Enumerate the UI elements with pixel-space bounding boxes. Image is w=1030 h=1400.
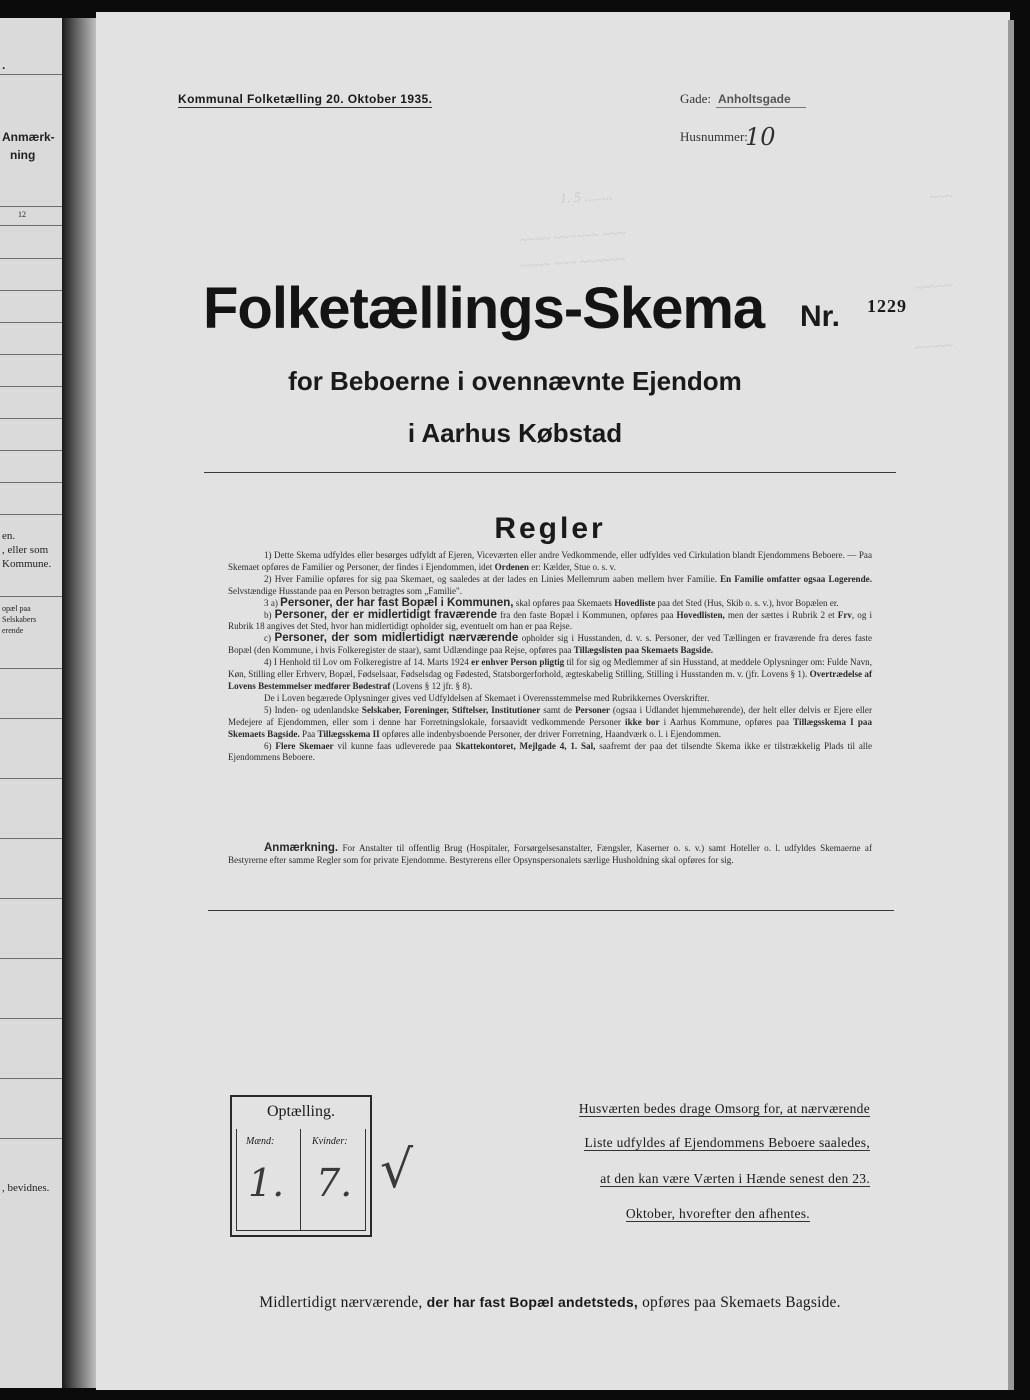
page-edge bbox=[1008, 20, 1014, 1390]
left-page-rule bbox=[0, 322, 62, 323]
women-count: 7. bbox=[316, 1161, 353, 1205]
left-page-rule bbox=[0, 225, 62, 226]
left-page-rule bbox=[0, 1018, 62, 1019]
bleed-through-handwriting: ~~~~ ~~~ ~~~~~~ bbox=[519, 252, 626, 275]
left-page-text: erende bbox=[2, 626, 24, 635]
left-page-text: opæl paa bbox=[2, 604, 31, 613]
men-count: 1. bbox=[248, 1161, 285, 1205]
left-page-rule bbox=[0, 1078, 62, 1079]
notice-line: at den kan være Værten i Hænde senest den 23. bbox=[600, 1171, 870, 1186]
left-page-rule bbox=[0, 778, 62, 779]
rule-3b: b) Personer, der er midlertidigt fraværende fra den faste Bopæl i Kommunen, opføres paa Hovedlisten, men der sættes i Rubrik 2 et Frv, og i Rubrik 18 angives det Sted, hvor han midlertidigt opholder sig, eventuelt om han er paa Rejse. bbox=[228, 608, 872, 632]
divider-top bbox=[204, 472, 896, 473]
rules-heading: Regler bbox=[494, 512, 606, 545]
bleed-through-handwriting: 1. 5 ........ bbox=[559, 188, 613, 207]
rule-4: 4) I Henhold til Lov om Folkeregistre af 14. Marts 1924 er enhver Person pligtig til for sig og Medlemmer af sin Husstand, at meddele Oplysninger om: Fulde Navn, Køn, Stilling eller Erhverv, Bopæl, Fødselsaar, Fødselsdag og Fødested, Statsborgerforhold, ægteskabelig Stilling, Stilling i Husstanden m. v. (jfr. Lovens § 1). Overtrædelse af Lovens Bestemmelser medfører Bødestraf (Lovens § 12 jfr. § 8). bbox=[228, 657, 872, 691]
notice-line: Husværten bedes drage Omsorg for, at nærværende bbox=[578, 1101, 870, 1116]
left-page-rule bbox=[0, 898, 62, 899]
left-page-text: Kommune. bbox=[2, 558, 52, 570]
left-page-rule bbox=[0, 482, 62, 483]
check-mark: √ bbox=[380, 1140, 414, 1200]
gade-underline bbox=[716, 107, 806, 108]
husnummer-value: 10 bbox=[745, 123, 776, 151]
left-page-rule bbox=[0, 838, 62, 839]
gade-label: Gade: bbox=[680, 91, 712, 106]
annotation-note bbox=[228, 843, 872, 867]
left-page-rule bbox=[0, 74, 62, 75]
left-facing-page bbox=[0, 18, 62, 1388]
bleed-through-handwriting: ~~~~~ bbox=[914, 338, 954, 357]
left-page-text: , bevidnes. bbox=[2, 1182, 50, 1194]
left-page-rule bbox=[0, 258, 62, 259]
left-page-text: , eller som bbox=[2, 544, 49, 556]
men-label: Mænd: bbox=[246, 1136, 275, 1147]
book-spine bbox=[62, 18, 96, 1388]
rule-1: 1) Dette Skema udfyldes eller besørges udfyldt af Ejeren, Viceværten eller andre Vedkommende, eller udfyldes ved Cirkulation blandt Ejendommens Beboere. — Paa Skemaet opføres de Familier og Personer, der findes i Ejendommen, idet Ordenen er: Kælder, Stue o. s. v. bbox=[228, 550, 872, 572]
left-page-rule bbox=[0, 596, 62, 597]
annotation-label: Anmærkning. bbox=[264, 842, 339, 854]
counting-title: Optælling. bbox=[266, 1103, 335, 1120]
bleed-through-handwriting: ~~~~~ bbox=[914, 278, 954, 297]
left-page-rule bbox=[0, 290, 62, 291]
left-page-heading-2: ning bbox=[10, 148, 36, 162]
notice-line: Liste udfyldes af Ejendommens Beboere saaledes, bbox=[584, 1135, 870, 1150]
rule-3c: c) Personer, der som midlertidigt nærværende opholder sig i Husstanden, d. v. s. Personer, der ved Tællingen er fraværende fra deres faste Bopæl (den Kommune, i hvis Folkeregister de staar), samt Udlændinge paa Rejse, opføres paa Tillægslisten paa Skemaets Bagside. bbox=[228, 632, 872, 656]
form-title: Folketællings-Skema bbox=[203, 276, 765, 341]
left-page-rule bbox=[0, 206, 62, 207]
counting-divider bbox=[300, 1129, 301, 1231]
form-subtitle: for Beboerne i ovennævnte Ejendom bbox=[288, 366, 742, 396]
left-page-rule bbox=[0, 668, 62, 669]
left-page-heading-1: Anmærk- bbox=[2, 130, 55, 144]
notice-line: Oktober, hvorefter den afhentes. bbox=[625, 1206, 810, 1221]
rule-3a: 3 a) Personer, der har fast Bopæl i Kommunen, skal opføres paa Skemaets Hovedliste paa det Sted (Hus, Skib o. s. v.), hvor Bopælen er. bbox=[264, 596, 839, 609]
form-number: 1229 bbox=[867, 296, 907, 316]
rule-5: 5) Inden- og udenlandske Selskaber, Foreninger, Stiftelser, Institutioner samt de Personer (ogsaa i Udlandet hjemmehørende), der helt eller delvis er Ejere eller Medejere af Ejendommen, eller som i denne har Forretningslokale, forsaavidt vedkommende Personer ikke bor i Aarhus Kommune, opføres paa Tillægsskema I paa Skemaets Bagside. Paa Tillægsskema II opføres alle indenbysboende Personer, der driver Forretning, Haandværk o. l. i Ejendommen. bbox=[228, 704, 872, 739]
bleed-through-handwriting: ~~~~ ~~~~~~ ~~~ bbox=[519, 226, 626, 249]
counting-box bbox=[230, 1095, 372, 1237]
left-page-rule bbox=[0, 718, 62, 719]
number-label: Nr. bbox=[800, 300, 841, 333]
rules-text bbox=[228, 550, 872, 764]
left-page-rule bbox=[0, 958, 62, 959]
form-location: i Aarhus Købstad bbox=[407, 418, 623, 448]
rule-4b: De i Loven begærede Oplysninger gives ved Udfyldelsen af Skemaet i Overensstemmelse med Rubrikkernes Overskrifter. bbox=[264, 692, 710, 703]
women-label: Kvinder: bbox=[312, 1136, 348, 1147]
rule-6: 6) Flere Skemaer vil kunne faas udleverede paa Skattekontoret, Mejlgade 4, 1. Sal, saafremt der paa det tilsendte Skema ikke er tilstrækkelig Plads til alle Ejendommens Beboere. bbox=[228, 740, 873, 763]
left-page-mark: . bbox=[2, 58, 6, 72]
gade-value: Anholtsgade bbox=[718, 92, 791, 106]
footer-note: Midlertidigt nærværende, der har fast Bopæl andetsteds, opføres paa Skemaets Bagside. bbox=[259, 1294, 841, 1311]
annotation-text: For Anstalter til offentlig Brug (Hospitaler, Forsørgelsesanstalter, Fængsler, Kaserner o. s. v.) samt Hoteller o. l. udfyldes Skemaerne af Bestyrerne efter samme Regler som for private Ejendomme. Bestyrerens eller Opsynspersonalets særlige Husholdning skal opføres for sig. bbox=[228, 843, 872, 865]
left-page-rule bbox=[0, 1138, 62, 1139]
husnummer-label: Husnummer: bbox=[680, 129, 748, 144]
left-page-text: Selskabers bbox=[2, 615, 37, 624]
bleed-through-handwriting: ~~~ bbox=[929, 189, 954, 206]
census-date-header: Kommunal Folketælling 20. Oktober 1935. bbox=[178, 92, 433, 106]
left-page-rule bbox=[0, 354, 62, 355]
left-page-column-number: 12 bbox=[18, 210, 26, 219]
left-page-rule bbox=[0, 450, 62, 451]
left-page-text: en. bbox=[2, 530, 16, 542]
rule-2: 2) Hver Familie opføres for sig paa Skemaet, og saaledes at der lades en Linies Mellemrum aaben mellem hver Familie. En Familie omfatter ogsaa Logerende. Selvstændige Husstande paa en Person betragtes som „Familie". bbox=[228, 573, 872, 596]
divider-bottom bbox=[208, 910, 894, 911]
